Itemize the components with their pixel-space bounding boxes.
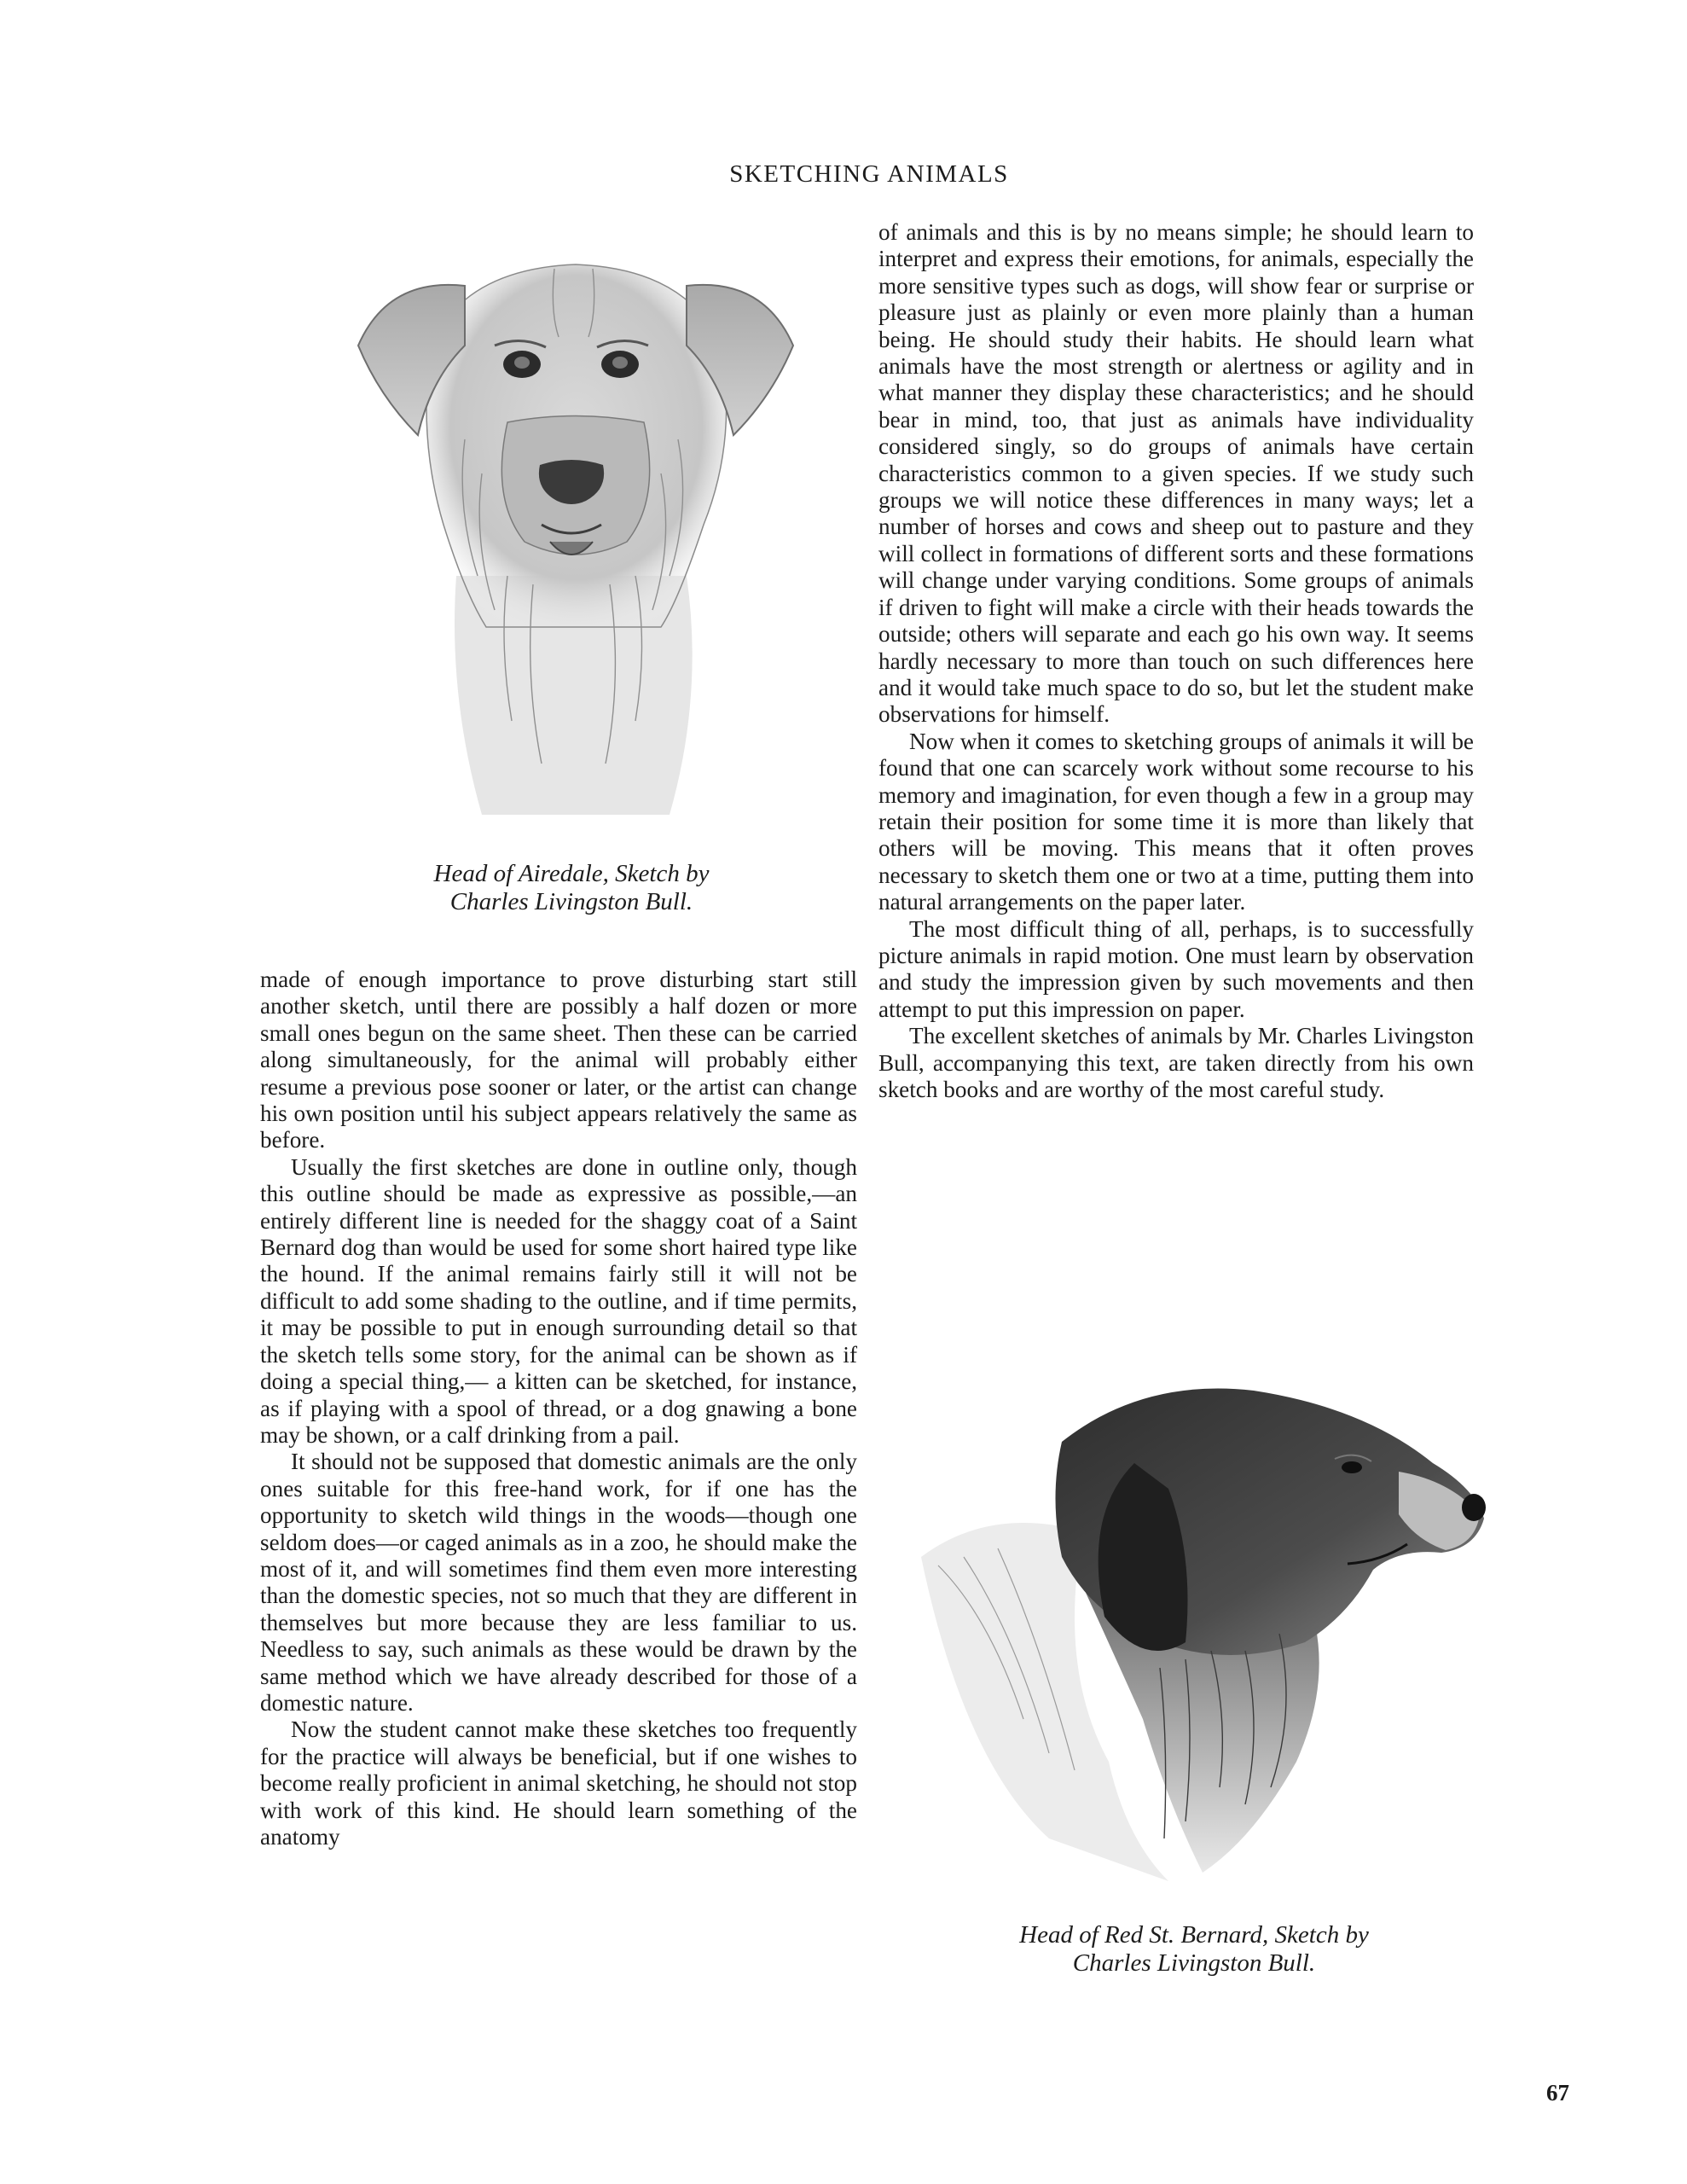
airedale-sketch-image (337, 218, 815, 857)
airedale-caption (375, 860, 768, 916)
left-paragraph-2: Usually the first sketches are done in outline only, though this outline should be made as expressive as possible,—an entirely different line is needed for the shaggy coat of a Saint Bernard dog than would be used for some short haired type like the hound. If the animal remains fairly still it will not be difficult to add some shading to the outline, and if time permits, it may be possible to put in enough surrounding detail so that the sketch tells some story, for the animal can be shown as if doing a special thing,— a kitten can be sketched, for instance, as if playing with a spool of thread, or a dog gnawing a bone may be shown, or a calf drinking from a pail. (260, 1153, 857, 1448)
st-bernard-sketch-image (887, 1361, 1501, 1898)
st-bernard-caption (947, 1921, 1441, 1978)
left-paragraph-1: made of enough importance to prove disturbing start still another sketch, until there are possibly a half dozen or more small ones begun on the same sheet. Then these can be carried along simultaneously, for the animal will probably either resume a previous pose sooner or later, or the artist can change his own position until his subject appears relatively the same as before. (260, 967, 857, 1153)
st-bernard-caption-line2: Charles Livingston Bull. (1072, 1949, 1316, 1977)
airedale-caption-line2: Charles Livingston Bull. (449, 888, 693, 915)
page-number: 67 (1546, 2080, 1569, 2106)
right-paragraph-1: of animals and this is by no means simple; he should learn to interpret and express their emotions, for animals, especially the more sensitive types such as dogs, will show fear or surprise or pleasure just as plainly or even more plainly than a human being. He should study their habits. He should learn what animals have the most strength or alertness or agility and in what manner they display these characteristics; and he should bear in mind, too, that just as animals have individuality considered singly, so do groups of animals have certain characteristics common to a given species. If we study such groups we will notice these differences in many ways; let a number of horses and cows and sheep out to pasture and they will collect in formations of different sorts and these formations will change under varying conditions. Some groups of animals if driven to fight will make a circle with their heads towards the outside; others will separate and each go his own way. It seems hardly necessary to more than touch on such differences here and it would take much space to do so, but let the student make observations for himself. (878, 219, 1474, 728)
right-text-column (878, 219, 1474, 1103)
st-bernard-sketch-figure (887, 1361, 1501, 1898)
airedale-caption-line1: Head of Airedale, Sketch by (433, 860, 710, 887)
right-paragraph-4: The excellent sketches of animals by Mr. Charles Livingston Bull, accompanying this text, are taken directly from his own sketch books and are worthy of the most careful study. (878, 1023, 1474, 1102)
st-bernard-caption-line1: Head of Red St. Bernard, Sketch by (1019, 1921, 1369, 1949)
airedale-sketch-figure (337, 218, 815, 857)
left-paragraph-4: Now the student cannot make these sketches too frequently for the practice will always be beneficial, but if one wishes to become really proficient in animal sketching, he should not stop with work of this kind. He should learn something of the anatomy (260, 1716, 857, 1850)
running-head: SKETCHING ANIMALS (729, 160, 1009, 188)
left-text-column (260, 967, 857, 1850)
right-paragraph-2: Now when it comes to sketching groups of animals it will be found that one can scarcely work without some recourse to his memory and imagination, for even though a few in a group may retain their position for some time it is more than likely that others will be moving. This means that it often proves necessary to sketch them one or two at a time, putting them into natural arrangements on the paper later. (878, 728, 1474, 915)
right-paragraph-3: The most difficult thing of all, perhaps, is to successfully picture animals in rapid motion. One must learn by observation and study the impression given by such movements and then attempt to put this impression on paper. (878, 915, 1474, 1022)
left-paragraph-3: It should not be supposed that domestic animals are the only ones suitable for this free-hand work, for if one has the opportunity to sketch wild things in the woods—though one seldom does—or caged animals as in a zoo, he should make the most of it, and will sometimes find them even more interesting than the domestic species, not so much that they are different in themselves but more because they are less familiar to us. Needless to say, such animals as these would be drawn by the same method which we have already described for those of a domestic nature. (260, 1449, 857, 1716)
